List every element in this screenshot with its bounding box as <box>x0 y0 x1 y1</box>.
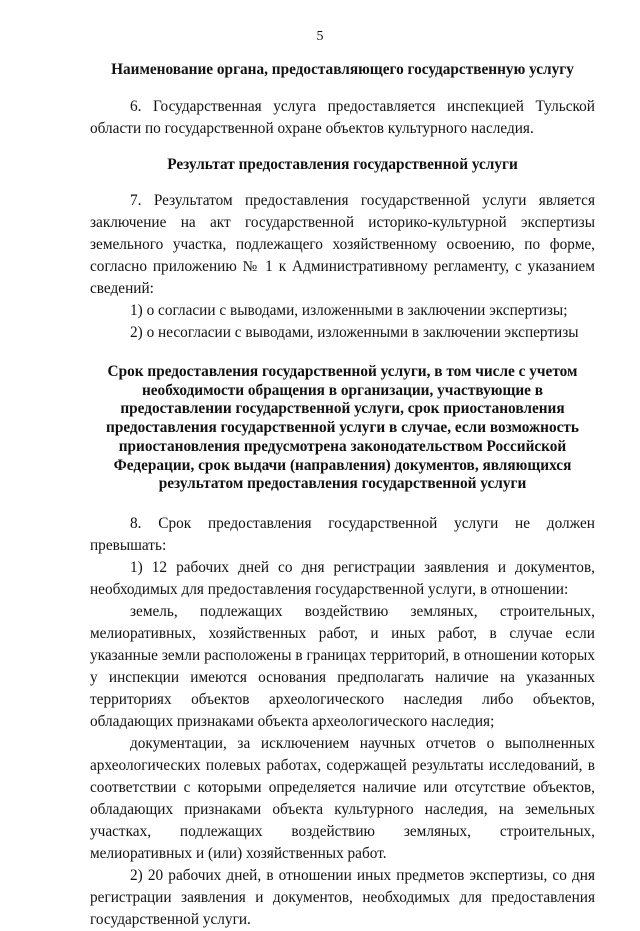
paragraph-7: 7. Результатом предоставления государственной услуги является заключение на акт государственной историко-культурной экспертизы земельного участка, подлежащего хозяйственному освоению, по форме, согласно приложению № 1 к Административному регламенту, с указанием сведений: <box>90 192 595 297</box>
document-body <box>90 58 595 931</box>
paragraph-8-1: 1) 12 рабочих дней со дня регистрации заявления и документов, необходимых для предоставления государственной услуги, в отношении: <box>90 558 595 598</box>
list-item-agreement: 1) о согласии с выводами, изложенными в заключении экспертизы; <box>130 302 568 319</box>
paragraph-8-1-lands: земель, подлежащих воздействию земляных, строительных, мелиоративных, хозяйственных работ, и иных работ, в случае если указанные земли расположены в границах территорий, в отношении которых у инспекции имеются основания предполагать наличие на указанных территориях объектов археологического наследия либо объектов, обладающих признаками объекта археологического наследия; <box>90 602 595 730</box>
page-number: 5 <box>316 29 324 44</box>
paragraph-8-2: 2) 20 рабочих дней, в отношении иных предметов экспертизы, со дня регистрации заявления и документов, необходимых для предоставления государственной услуги. <box>90 866 595 928</box>
heading-authority: Наименование органа, предоставляющего государственную услугу <box>111 61 574 78</box>
heading-term: Срок предоставления государственной услуги, в том числе с учетом необходимости обращения в организации, участвующие в предоставлении государственной услуги, срок приостановления предоставления государственной услуги в случае, если возможность приостановления предусмотрена законодательством Российской Федерации, срок выдачи (направления) документов, являющихся результатом предоставления государственной услуги <box>106 363 579 493</box>
list-item-disagreement: 2) о несогласии с выводами, изложенными в заключении экспертизы <box>130 324 579 341</box>
paragraph-8: 8. Срок предоставления государственной услуги не должен превышать: <box>90 514 595 554</box>
paragraph-8-1-documentation: документации, за исключением научных отчетов о выполненных археологических полевых работах, содержащей результаты исследований, в соответствии с которыми определяется наличие или отсутствие объектов, обладающих признаками объекта культурного наследия, на земельных участках, подлежащих воздействию земляных, строительных, мелиоративных и (или) хозяйственных работ. <box>90 734 595 862</box>
heading-result: Результат предоставления государственной услуги <box>167 156 518 173</box>
paragraph-6: 6. Государственная услуга предоставляется инспекцией Тульской области по государственной охране объектов культурного наследия. <box>90 98 595 137</box>
